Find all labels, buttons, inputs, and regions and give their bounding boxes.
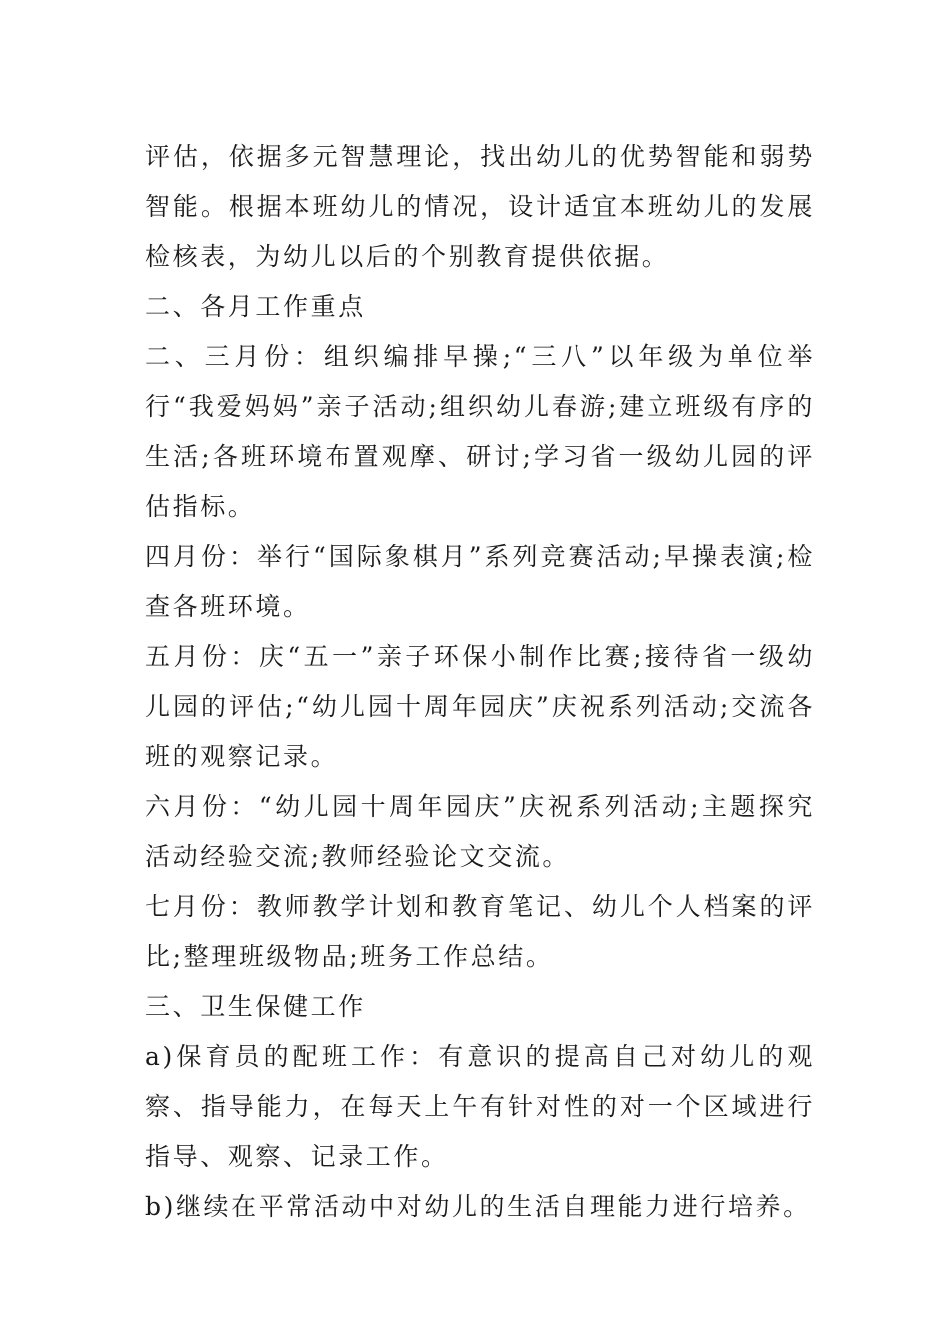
section-heading-health-care: 三、卫生保健工作: [145, 992, 366, 1021]
paragraph-june: 六月份：“幼儿园十周年园庆”庆祝系列活动;主题探究活动经验交流;教师经验论文交流。: [145, 792, 815, 871]
paragraph-feb-march: 二、三月份：组织编排早操;“三八”以年级为单位举行“我爱妈妈”亲子活动;组织幼儿春游;建立班级有序的生活;各班环境布置观摩、研讨;学习省一级幼儿园的评估指标。: [145, 342, 815, 521]
section-heading-monthly-focus: 二、各月工作重点: [145, 292, 366, 321]
paragraph-may: 五月份：庆“五一”亲子环保小制作比赛;接待省一级幼儿园的评估;“幼儿园十周年园庆”庆祝系列活动;交流各班的观察记录。: [145, 642, 815, 771]
paragraph-april: 四月份：举行“国际象棋月”系列竞赛活动;早操表演;检查各班环境。: [145, 542, 815, 621]
document-body: [145, 132, 815, 1232]
paragraph-evaluation: 评估，依据多元智慧理论，找出幼儿的优势智能和弱势智能。根据本班幼儿的情况，设计适宜本班幼儿的发展检核表，为幼儿以后的个别教育提供依据。: [145, 142, 815, 271]
paragraph-july: 七月份：教师教学计划和教育笔记、幼儿个人档案的评比;整理班级物品;班务工作总结。: [145, 892, 815, 971]
paragraph-item-b: b)继续在平常活动中对幼儿的生活自理能力进行培养。: [145, 1192, 811, 1221]
paragraph-item-a: a)保育员的配班工作：有意识的提高自己对幼儿的观察、指导能力，在每天上午有针对性的对一个区域进行指导、观察、记录工作。: [145, 1042, 815, 1171]
